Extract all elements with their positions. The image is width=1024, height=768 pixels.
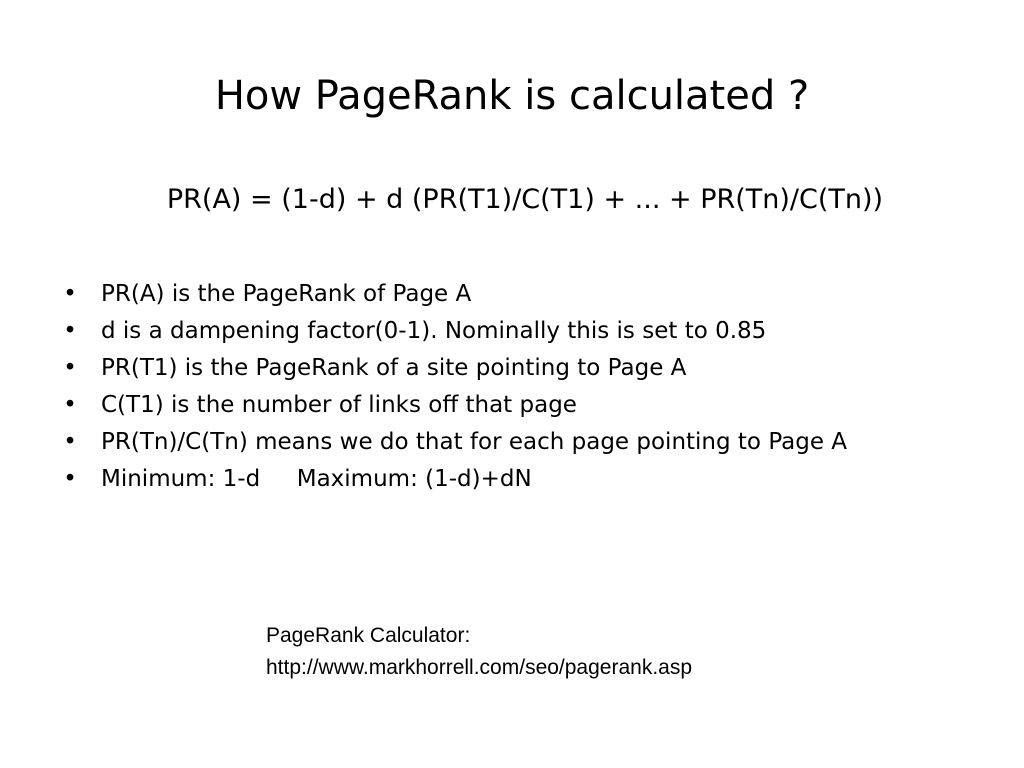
list-item [60, 390, 960, 421]
bullet-icon: • [63, 429, 77, 455]
pagerank-formula: PR(A) = (1-d) + d (PR(T1)/C(T1) + ... + PR(Tn)/C(Tn)) [166, 184, 884, 215]
bullet-text: Minimum: 1-d Maximum: (1-d)+dN [101, 466, 532, 492]
slide-title: How PageRank is calculated ? [214, 73, 810, 119]
footer-label: PageRank Calculator: [266, 624, 471, 647]
bullet-text: d is a dampening factor(0-1). Nominally this is set to 0.85 [101, 318, 767, 344]
bullet-text: PR(T1) is the PageRank of a site pointing to Page A [101, 355, 687, 381]
list-item [60, 279, 960, 310]
list-item [60, 464, 960, 495]
list-item [60, 427, 960, 458]
bullet-icon: • [63, 392, 77, 418]
bullet-icon: • [63, 466, 77, 492]
bullet-text: PR(A) is the PageRank of Page A [101, 281, 472, 307]
footer-reference [266, 620, 692, 684]
bullet-text: C(T1) is the number of links off that page [101, 392, 577, 418]
list-item [60, 353, 960, 384]
bullet-icon: • [63, 355, 77, 381]
list-item [60, 316, 960, 347]
bullet-icon: • [63, 318, 77, 344]
bullet-text: PR(Tn)/C(Tn) means we do that for each page pointing to Page A [101, 429, 848, 455]
bullet-list [60, 279, 960, 501]
bullet-icon: • [63, 281, 77, 307]
footer-url: http://www.markhorrell.com/seo/pagerank.asp [266, 656, 693, 679]
